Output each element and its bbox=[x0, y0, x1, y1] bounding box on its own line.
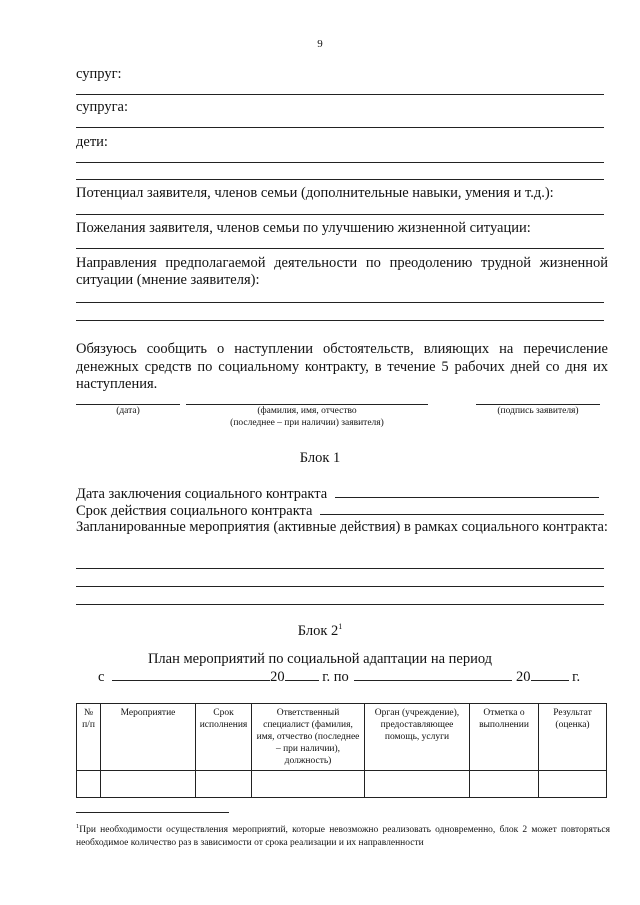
name-caption-2: (последнее – при наличии) заявителя) bbox=[230, 418, 384, 428]
planned-events-line-3 bbox=[76, 604, 604, 605]
contract-date-blank bbox=[335, 485, 599, 498]
year-prefix-2: 20 bbox=[516, 669, 531, 685]
directions-label-line1 bbox=[76, 255, 608, 272]
wishes-line bbox=[76, 248, 604, 249]
date-caption: (дата) bbox=[116, 406, 140, 416]
spouse-female-line bbox=[76, 127, 604, 128]
block2-title-row bbox=[0, 623, 640, 640]
header-number: № п/п bbox=[77, 704, 101, 771]
year-suffix-1: г. по bbox=[322, 669, 349, 685]
wishes-label: Пожелания заявителя, членов семьи по улучшению жизненной ситуации: bbox=[76, 220, 531, 236]
footnote-mark: 1 bbox=[76, 823, 80, 830]
header-organization: Орган (учреждение), предоставляющее помощь, услуги bbox=[365, 704, 470, 771]
potential-label: Потенциал заявителя, членов семьи (дополнительные навыки, умения и т.д.): bbox=[76, 185, 554, 201]
block2-footnote-mark: 1 bbox=[338, 622, 343, 632]
table-cell bbox=[101, 771, 196, 798]
directions-label: Направления предполагаемой деятельности по преодолению трудной жизненной bbox=[76, 255, 608, 271]
table-cell bbox=[470, 771, 539, 798]
children-label: дети: bbox=[76, 134, 108, 150]
potential-line bbox=[76, 214, 604, 215]
children-line-1 bbox=[76, 162, 604, 163]
header-deadline: Срок исполнения bbox=[196, 704, 252, 771]
table-cell bbox=[539, 771, 607, 798]
spouse-female-label: супруга: bbox=[76, 99, 128, 115]
directions-line-1 bbox=[76, 302, 604, 303]
header-completion-mark: Отметка о выполнении bbox=[470, 704, 539, 771]
name-caption-1: (фамилия, имя, отчество bbox=[257, 406, 357, 416]
period-from-blank bbox=[112, 668, 270, 681]
table-cell bbox=[252, 771, 365, 798]
date-signature-line bbox=[76, 404, 180, 405]
block1-title: Блок 1 bbox=[299, 450, 341, 466]
plan-table-header-row bbox=[77, 704, 607, 771]
contract-term-row bbox=[76, 502, 604, 520]
directions-label-line2: ситуации (мнение заявителя): bbox=[76, 272, 260, 288]
year-blank-2 bbox=[531, 668, 569, 681]
contract-term-label: Срок действия социального контракта bbox=[76, 503, 313, 519]
table-row bbox=[77, 771, 607, 798]
sign-caption: (подпись заявителя) bbox=[497, 406, 579, 416]
period-to-blank bbox=[354, 668, 512, 681]
children-line-2 bbox=[76, 179, 604, 180]
sign-signature-line bbox=[476, 404, 600, 405]
header-responsible: Ответственный специалист (фамилия, имя, отчество (последнее – при наличии), должность) bbox=[252, 704, 365, 771]
plan-title: План мероприятий по социальной адаптации на период bbox=[147, 651, 493, 667]
contract-term-blank bbox=[320, 502, 604, 515]
page-number: 9 bbox=[317, 38, 323, 50]
footnote-text: При необходимости осуществления мероприятий, которые невозможно реализовать одновременно, блок 2 может повторяться необходимое количество раз в зависимости от срока реализации и их направленности bbox=[76, 825, 610, 849]
block2-title: Блок 2 bbox=[297, 623, 339, 639]
contract-date-row bbox=[76, 485, 599, 503]
year-suffix-2: г. bbox=[572, 669, 581, 685]
planned-events-label: Запланированные мероприятия (активные действия) в рамках социального контракта: bbox=[76, 519, 608, 535]
header-event: Мероприятие bbox=[101, 704, 196, 771]
spouse-male-label: супруг: bbox=[76, 66, 122, 82]
contract-date-label: Дата заключения социального контракта bbox=[76, 486, 328, 502]
plan-table bbox=[76, 703, 607, 798]
name-signature-line bbox=[186, 404, 428, 405]
table-cell bbox=[77, 771, 101, 798]
year-prefix-1: 20 bbox=[270, 669, 285, 685]
footnote-separator bbox=[76, 812, 229, 813]
year-blank-1 bbox=[285, 668, 319, 681]
planned-events-line-1 bbox=[76, 568, 604, 569]
header-result: Результат (оценка) bbox=[539, 704, 607, 771]
table-cell bbox=[196, 771, 252, 798]
obligation-paragraph: Обязуюсь сообщить о наступлении обстоятельств, влияющих на перечисление денежных средств по социальному контракту, в течение 5 рабочих дней со дня их наступления. bbox=[76, 341, 608, 392]
planned-events-line-2 bbox=[76, 586, 604, 587]
directions-line-2 bbox=[76, 320, 604, 321]
spouse-male-line bbox=[76, 94, 604, 95]
footnote bbox=[76, 820, 610, 850]
table-cell bbox=[365, 771, 470, 798]
period-from-label: с bbox=[98, 669, 105, 685]
plan-period-row bbox=[98, 668, 580, 686]
